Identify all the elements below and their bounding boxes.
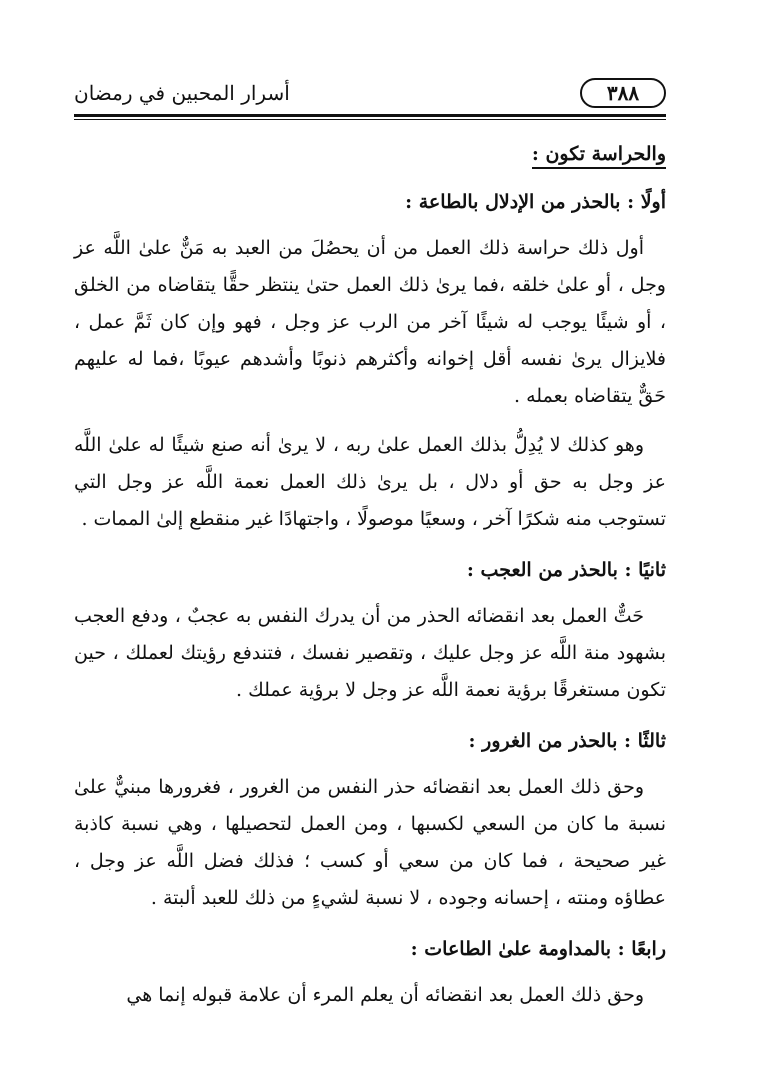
spacer [74, 174, 666, 182]
spacer [74, 709, 666, 721]
section-heading-4: رابعًا : بالمداومة علىٰ الطاعات : [410, 938, 666, 960]
running-header [74, 74, 666, 118]
header-rule [74, 114, 666, 117]
spacer [74, 538, 666, 550]
paragraph: وحق ذلك العمل بعد انقضائه أن يعلم المرء أن علامة قبوله إنما هي [126, 984, 644, 1006]
spacer [74, 415, 666, 427]
intro-heading-text: والحراسة تكون : [532, 143, 666, 169]
header-rule-thin [74, 119, 666, 120]
page-number: ٣٨٨ [580, 78, 666, 108]
paragraph: وهو كذلك لا يُدِلُّ بذلك العمل علىٰ ربه ، لا يرىٰ أنه صنع شيئًا له علىٰ اللَّه عز وجل به حق أو دلال ، بل يرىٰ ذلك العمل نعمة اللَّه عز وجل التي تستوجب منه شكرًا آخر ، وسعيًا موصولًا ، واجتهادًا غير منقطع إلىٰ الممات . [74, 434, 666, 530]
section-heading-2: ثانيًا : بالحذر من العجب : [466, 559, 666, 581]
spacer [74, 969, 666, 977]
section-heading-3: ثالثًا : بالحذر من الغرور : [468, 730, 666, 752]
intro-heading [74, 134, 666, 174]
paragraph: وحق ذلك العمل بعد انقضائه حذر النفس من الغرور ، فغرورها مبنيٌّ علىٰ نسبة ما كان من السعي لكسبها ، ومن العمل لتحصيلها ، وهي نسبة كاذبة غير صحيحة ، فما كان من سعي أو كسب ؛ فذلك فضل اللَّه عز وجل ، عطاؤه ومنته ، إحسانه وجوده ، لا نسبة لشيءٍ من ذلك للعبد ألبتة . [74, 776, 666, 909]
spacer [74, 917, 666, 929]
page-body [74, 134, 666, 1014]
spacer [74, 761, 666, 769]
book-title: أسرار المحبين في رمضان [74, 81, 290, 105]
spacer [74, 222, 666, 230]
paragraph: حَتٌّ العمل بعد انقضائه الحذر من أن يدرك النفس به عجبٌ ، ودفع العجب بشهود منة اللَّه عز وجل عليك ، وتقصير نفسك ، فتندفع رؤيتك لعملك ، حين تكون مستغرقًا برؤية نعمة اللَّه عز وجل لا برؤية عملك . [74, 605, 666, 701]
spacer [74, 590, 666, 598]
section-heading-1: أولًا : بالحذر من الإدلال بالطاعة : [405, 191, 666, 213]
paragraph: أول ذلك حراسة ذلك العمل من أن يحصُلَ من العبد به مَنٌّ علىٰ اللَّه عز وجل ، أو علىٰ خلقه ،فما يرىٰ ذلك العمل حتىٰ ينتظر حقًّا يتقاضاه من الخلق ، أو شيئًا يوجب له شيئًا آخر من الرب عز وجل ، فهو وإن كان ثَمَّ عمل ، فلايزال يرىٰ نفسه أقل إخوانه وأكثرهم ذنوبًا وأشدهم عيوبًا ،فما له عليهم حَقٌّ يتقاضاه بعمله . [74, 237, 666, 407]
